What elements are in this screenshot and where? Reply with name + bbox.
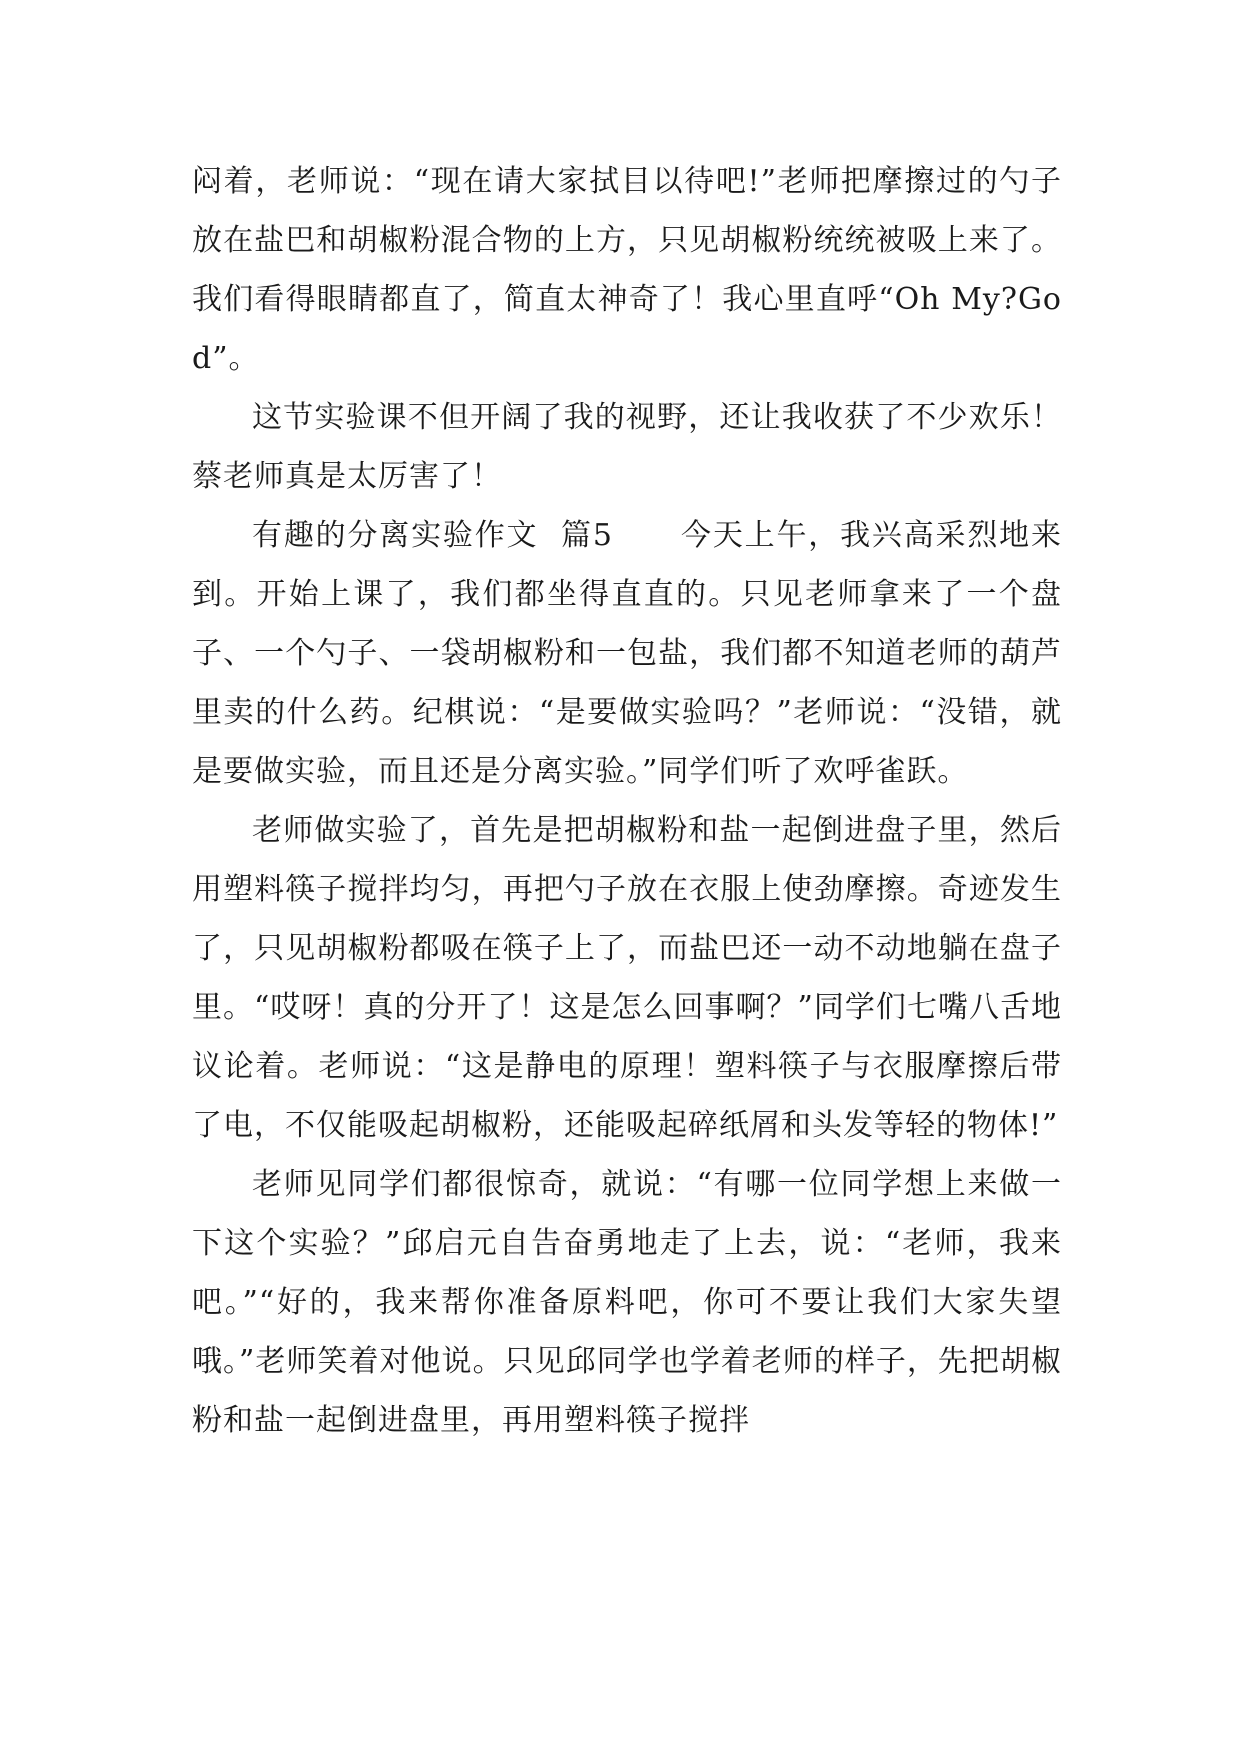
paragraph-5: 老师见同学们都很惊奇，就说：“有哪一位同学想上来做一下这个实验？”邱启元自告奋勇地走了上去，说：“老师，我来吧。”“好的，我来帮你准备原料吧，你可不要让我们大家失望哦。”老师笑着对他说。只见邱同学也学着老师的样子，先把胡椒粉和盐一起倒进盘里，再用塑料筷子搅拌 [192, 1167, 1062, 1438]
body-text [192, 152, 1062, 1450]
paragraph-4: 老师做实验了，首先是把胡椒粉和盐一起倒进盘子里，然后用塑料筷子搅拌均匀，再把勺子放在衣服上使劲摩擦。奇迹发生了，只见胡椒粉都吸在筷子上了，而盐巴还一动不动地躺在盘子里。“哎呀！真的分开了！这是怎么回事啊？”同学们七嘴八舌地议论着。老师说：“这是静电的原理！塑料筷子与衣服摩擦后带了电，不仅能吸起胡椒粉，还能吸起碎纸屑和头发等轻的物体!” [192, 813, 1062, 1143]
paragraph-2: 这节实验课不但开阔了我的视野，还让我收获了不少欢乐！蔡老师真是太厉害了！ [192, 400, 1062, 494]
paragraph-1: 闷着，老师说：“现在请大家拭目以待吧!”老师把摩擦过的勺子放在盐巴和胡椒粉混合物的上方，只见胡椒粉统统被吸上来了。我们看得眼睛都直了，简直太神奇了！我心里直呼“Oh My?God”。 [192, 164, 1062, 376]
paragraph-3: 有趣的分离实验作文 篇5 今天上午，我兴高采烈地来到。开始上课了，我们都坐得直直的。只见老师拿来了一个盘子、一个勺子、一袋胡椒粉和一包盐，我们都不知道老师的葫芦里卖的什么药。纪棋说：“是要做实验吗？”老师说：“没错，就是要做实验，而且还是分离实验。”同学们听了欢呼雀跃。 [192, 518, 1062, 789]
